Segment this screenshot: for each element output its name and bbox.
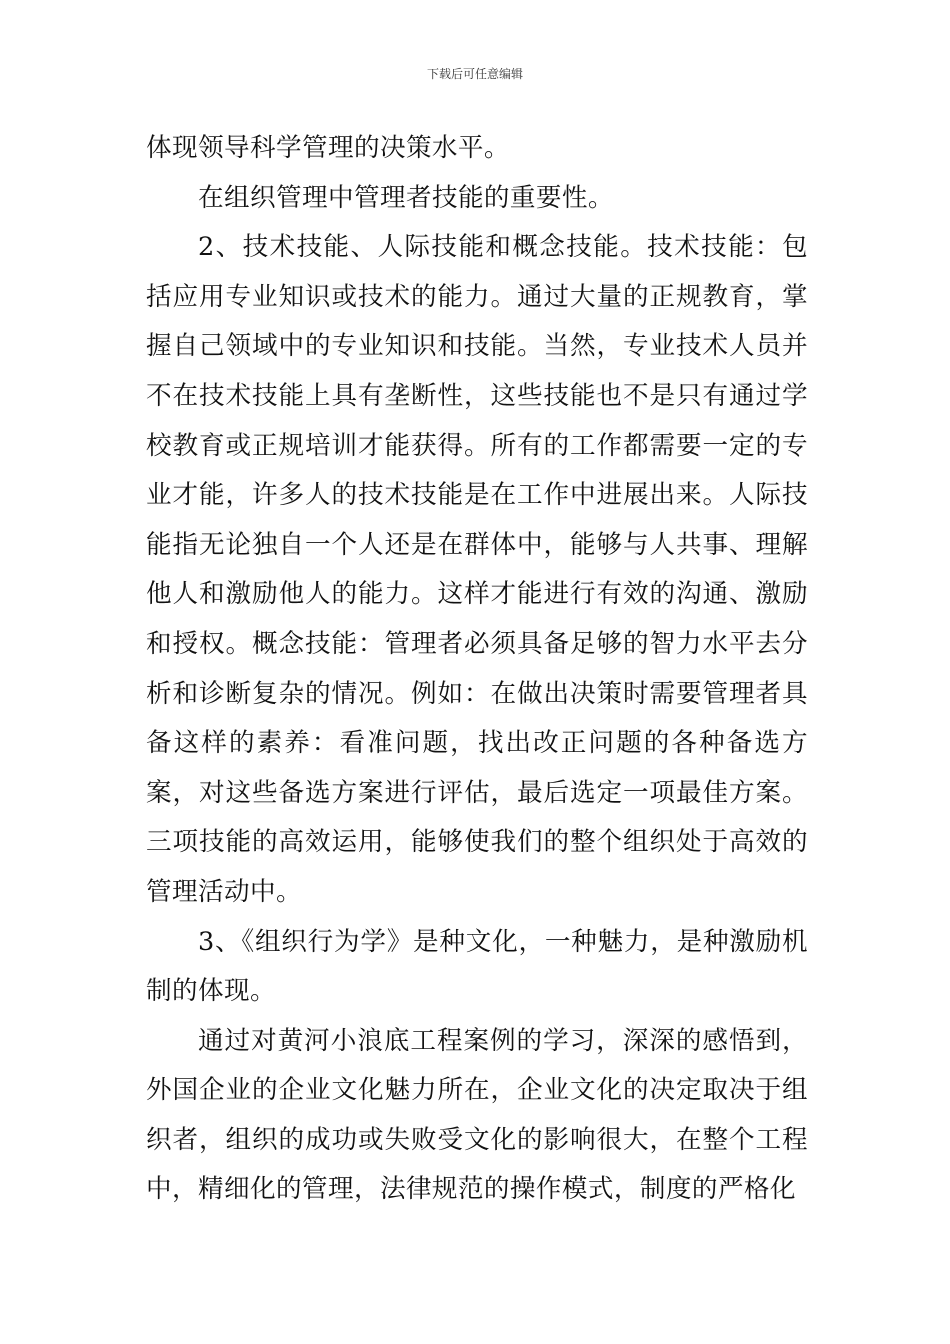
document-body — [146, 124, 808, 1215]
paragraph-3: 2、技术技能、人际技能和概念技能。技术技能：包括应用专业知识或技术的能力。通过大量的正规教育，掌握自己领域中的专业知识和技能。当然，专业技术人员并不在技术技能上具有垄断性，这些技能也不是只有通过学校教育或正规培训才能获得。所有的工作都需要一定的专业才能，许多人的技术技能是在工作中进展出来。人际技能指无论独自一个人还是在群体中，能够与人共事、理解他人和激励他人的能力。这样才能进行有效的沟通、激励和授权。概念技能：管理者必须具备足够的智力水平去分析和诊断复杂的情况。例如：在做出决策时需要管理者具备这样的素养：看准问题，找出改正问题的各种备选方案，对这些备选方案进行评估，最后选定一项最佳方案。三项技能的高效运用，能够使我们的整个组织处于高效的管理活动中。 — [146, 232, 808, 907]
paragraph-1: 体现领导科学管理的决策水平。 — [146, 133, 510, 163]
page-header: 下载后可任意编辑 — [426, 67, 523, 81]
paragraph-2: 在组织管理中管理者技能的重要性。 — [198, 182, 614, 213]
paragraph-5: 通过对黄河小浪底工程案例的学习，深深的感悟到，外国企业的企业文化魅力所在，企业文化的决定取决于组织者，组织的成功或失败受文化的影响很大，在整个工程中，精细化的管理，法律规范的操作模式，制度的严格化 — [146, 1025, 808, 1205]
paragraph-4: 3、《组织行为学》是种文化，一种魅力，是种激励机制的体现。 — [146, 926, 808, 1007]
